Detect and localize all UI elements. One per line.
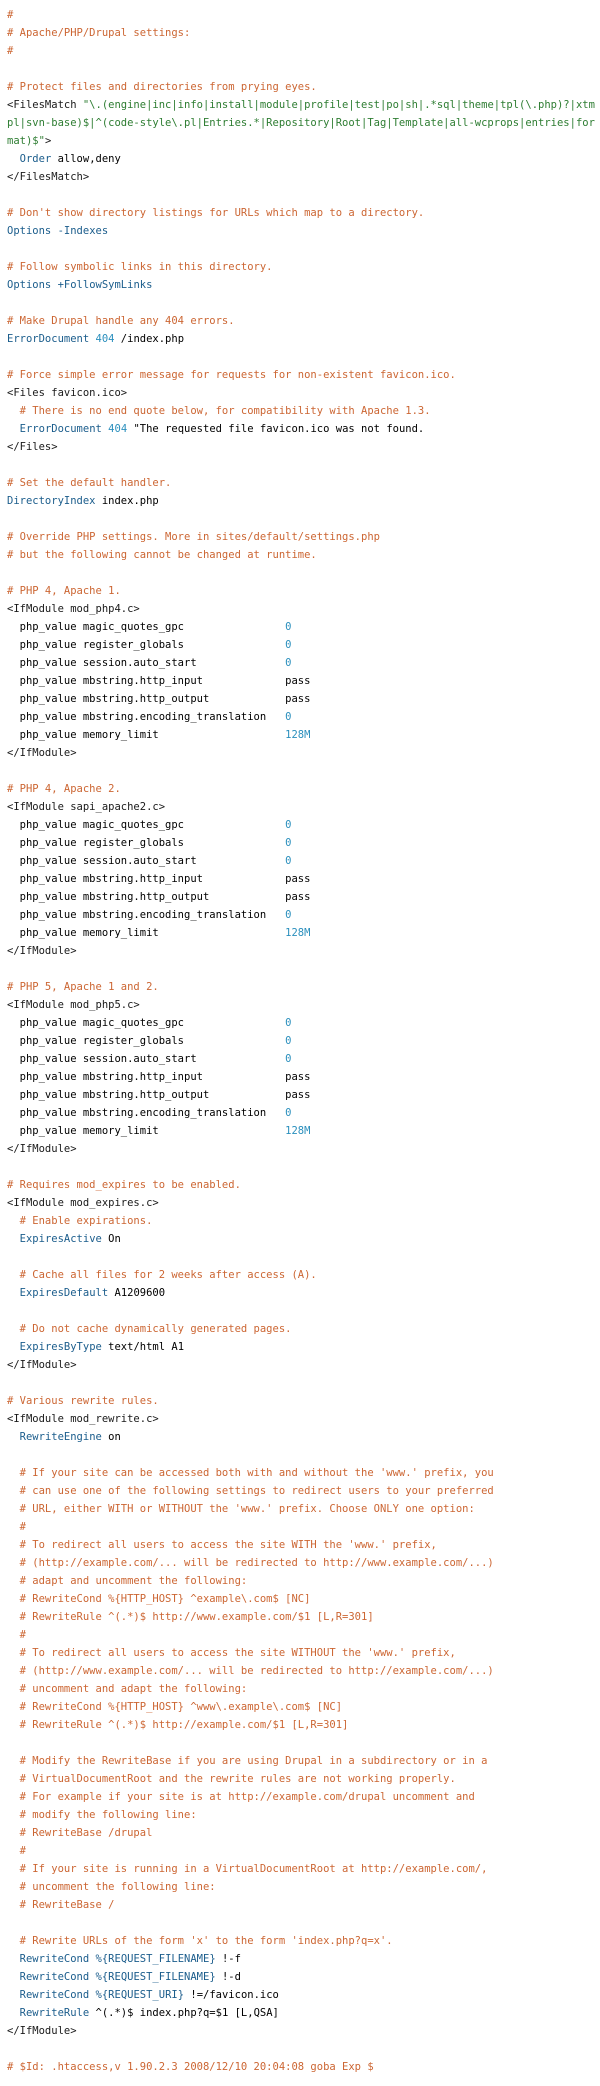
code-token-number: 0 <box>285 639 292 651</box>
code-token-keyword: -Indexes <box>51 225 109 237</box>
code-line <box>7 1788 595 1806</box>
code-line <box>7 1410 595 1428</box>
code-token-comment: # (http://example.com/... will be redirected to http://www.example.com/...) <box>7 1557 494 1569</box>
code-token-comment: # <box>7 1845 26 1857</box>
code-token-number: 128M <box>285 927 311 939</box>
code-line <box>7 276 595 294</box>
code-line <box>7 1968 595 1986</box>
code-token-comment: # URL, either WITH or WITHOUT the 'www.' prefix. Choose ONLY one option: <box>7 1503 475 1515</box>
code-line <box>7 636 595 654</box>
code-blank-line <box>7 564 595 582</box>
code-line <box>7 816 595 834</box>
code-line <box>7 1068 595 1086</box>
code-token-comment: # <box>7 1521 26 1533</box>
code-token-tag: </IfModule> <box>7 1359 77 1371</box>
code-line <box>7 1500 595 1518</box>
code-line <box>7 1698 595 1716</box>
code-token-comment: # Make Drupal handle any 404 errors. <box>7 315 235 327</box>
code-line <box>7 996 595 1014</box>
code-blank-line <box>7 510 595 528</box>
code-token-directive: ExpiresByType <box>19 1341 102 1353</box>
code-line <box>7 1986 595 2004</box>
code-token-plain: php_value mbstring.http_output pass <box>7 1089 311 1101</box>
code-token-comment: # Rewrite URLs of the form 'x' to the form 'index.php?q=x'. <box>7 1935 393 1947</box>
code-token-keyword: +FollowSymLinks <box>51 279 153 291</box>
code-token-plain: on <box>101 1431 121 1443</box>
code-token-plain: php_value session.auto_start <box>7 657 286 669</box>
code-token-comment: # <box>7 45 14 57</box>
code-token-number: 0 <box>285 837 292 849</box>
code-token-directive: ExpiresDefault <box>19 1287 109 1299</box>
code-token-plain: php_value register_globals <box>7 1035 286 1047</box>
code-token-plain: php_value register_globals <box>7 639 286 651</box>
code-token-number: 128M <box>285 1125 311 1137</box>
code-token-number: 128M <box>285 729 311 741</box>
code-token-plain: index.php <box>95 495 159 507</box>
code-token-comment: # RewriteBase /drupal <box>7 1827 153 1839</box>
code-line <box>7 1662 595 1680</box>
code-token-plain: php_value magic_quotes_gpc <box>7 621 286 633</box>
code-token-plain <box>7 153 20 165</box>
code-token-comment: # modify the following line: <box>7 1809 197 1821</box>
code-line <box>7 1626 595 1644</box>
code-token-comment: # Requires mod_expires to be enabled. <box>7 1179 241 1191</box>
code-token-plain: php_value memory_limit <box>7 927 286 939</box>
code-token-comment: # Force simple error message for requests for non-existent favicon.ico. <box>7 369 456 381</box>
code-line <box>7 726 595 744</box>
code-token-tag: <IfModule sapi_apache2.c> <box>7 801 166 813</box>
code-token-comment: # adapt and uncomment the following: <box>7 1575 248 1587</box>
code-line <box>7 1824 595 1842</box>
code-token-comment: # To redirect all users to access the site WITH the 'www.' prefix, <box>7 1539 437 1551</box>
code-line <box>7 1608 595 1626</box>
code-token-directive: Options <box>7 225 52 237</box>
code-line <box>7 6 595 24</box>
code-line <box>7 888 595 906</box>
code-token-plain: php_value mbstring.encoding_translation <box>7 1107 286 1119</box>
code-token-plain: php_value mbstring.http_input pass <box>7 675 311 687</box>
code-token-comment: # Apache/PHP/Drupal settings: <box>7 27 191 39</box>
code-line <box>7 150 595 168</box>
code-token-plain: /index.php <box>114 333 185 345</box>
code-token-directive: %{REQUEST_FILENAME} <box>95 1971 216 1983</box>
code-token-plain: php_value mbstring.encoding_translation <box>7 909 286 921</box>
code-token-comment: # <box>7 9 14 21</box>
code-line <box>7 834 595 852</box>
code-token-comment: # Follow symbolic links in this directory. <box>7 261 273 273</box>
code-blank-line <box>7 1446 595 1464</box>
code-token-directive: ErrorDocument <box>19 423 102 435</box>
code-token-tag: <FilesMatch <box>7 99 83 111</box>
code-line <box>7 168 595 186</box>
code-token-comment: # Various rewrite rules. <box>7 1395 159 1407</box>
code-token-plain <box>7 1971 20 1983</box>
code-token-number: 0 <box>285 1053 292 1065</box>
code-line <box>7 1104 595 1122</box>
code-line <box>7 1284 595 1302</box>
code-line <box>7 1878 595 1896</box>
code-token-comment: # Don't show directory listings for URLs which map to a directory. <box>7 207 425 219</box>
code-token-comment: # Override PHP settings. More in sites/default/settings.php <box>7 531 380 543</box>
code-line <box>7 1932 595 1950</box>
code-token-plain: php_value mbstring.encoding_translation <box>7 711 286 723</box>
code-token-comment: # RewriteCond %{HTTP_HOST} ^www\.example\.com$ [NC] <box>7 1701 343 1713</box>
code-line <box>7 1716 595 1734</box>
code-line <box>7 438 595 456</box>
code-blank-line <box>7 2040 595 2058</box>
code-blank-line <box>7 1374 595 1392</box>
code-token-directive: RewriteCond <box>19 1971 90 1983</box>
code-blank-line <box>7 1302 595 1320</box>
code-token-plain <box>7 1953 20 1965</box>
code-line <box>7 1392 595 1410</box>
code-token-comment: # Set the default handler. <box>7 477 172 489</box>
code-line <box>7 1464 595 1482</box>
code-blank-line <box>7 1734 595 1752</box>
code-token-plain: !-d <box>215 1971 241 1983</box>
code-line <box>7 492 595 510</box>
code-blank-line <box>7 1248 595 1266</box>
code-line <box>7 24 595 42</box>
code-token-directive: DirectoryIndex <box>7 495 96 507</box>
code-token-plain <box>7 423 20 435</box>
code-line <box>7 2058 595 2076</box>
code-line <box>7 1770 595 1788</box>
code-token-plain: php_value magic_quotes_gpc <box>7 1017 286 1029</box>
code-line <box>7 1680 595 1698</box>
code-token-number: 0 <box>285 1107 292 1119</box>
code-token-comment: # (http://www.example.com/... will be redirected to http://example.com/...) <box>7 1665 494 1677</box>
code-line <box>7 1896 595 1914</box>
code-token-comment: # Enable expirations. <box>7 1215 153 1227</box>
code-token-directive: %{REQUEST_URI} <box>95 1989 185 2001</box>
code-blank-line <box>7 456 595 474</box>
code-token-comment: # uncomment and adapt the following: <box>7 1683 248 1695</box>
code-blank-line <box>7 1158 595 1176</box>
code-token-tag: <IfModule mod_expires.c> <box>7 1197 159 1209</box>
code-token-tag: > <box>44 135 52 147</box>
code-token-tag: <IfModule mod_rewrite.c> <box>7 1413 159 1425</box>
code-token-number: 0 <box>285 621 292 633</box>
code-token-tag: <Files favicon.ico> <box>7 387 128 399</box>
code-line <box>7 906 595 924</box>
code-line <box>7 1482 595 1500</box>
code-line <box>7 1860 595 1878</box>
code-token-number: 0 <box>285 657 292 669</box>
code-token-plain: php_value memory_limit <box>7 729 286 741</box>
code-token-directive: RewriteEngine <box>19 1431 102 1443</box>
code-line <box>7 222 595 240</box>
code-line <box>7 690 595 708</box>
code-line <box>7 942 595 960</box>
code-token-tag: <IfModule mod_php5.c> <box>7 999 140 1011</box>
code-token-comment: # uncomment the following line: <box>7 1881 216 1893</box>
code-line <box>7 1212 595 1230</box>
code-line <box>7 96 595 150</box>
code-line <box>7 384 595 402</box>
code-line <box>7 546 595 564</box>
code-token-plain <box>7 2007 20 2019</box>
code-line <box>7 204 595 222</box>
code-token-plain: allow,deny <box>51 153 121 165</box>
code-token-comment: # There is no end quote below, for compatibility with Apache 1.3. <box>7 405 431 417</box>
code-line <box>7 258 595 276</box>
code-token-comment: # If your site can be accessed both with and without the 'www.' prefix, you <box>7 1467 494 1479</box>
code-line <box>7 1338 595 1356</box>
code-token-tag: </Files> <box>7 441 58 453</box>
code-blank-line <box>7 186 595 204</box>
code-line <box>7 1356 595 1374</box>
code-line <box>7 528 595 546</box>
code-line <box>7 1140 595 1158</box>
code-token-plain <box>7 1233 20 1245</box>
code-token-plain <box>7 1287 20 1299</box>
code-token-comment: # Do not cache dynamically generated pages. <box>7 1323 292 1335</box>
code-blank-line <box>7 1914 595 1932</box>
code-line <box>7 1014 595 1032</box>
code-line <box>7 1320 595 1338</box>
htaccess-code-listing <box>7 6 595 2076</box>
code-line <box>7 1050 595 1068</box>
code-token-comment: # To redirect all users to access the site WITHOUT the 'www.' prefix, <box>7 1647 456 1659</box>
code-line <box>7 852 595 870</box>
code-line <box>7 1590 595 1608</box>
code-line <box>7 1536 595 1554</box>
code-token-regex: "\.(engine|inc|info|install|module|profile|test|po|sh|.*sql|theme|tpl(\.php)?|xtmpl|svn-base)$|^(code-style\.pl|Entries.*|Repository|Root|Tag|Template|all-wcprops|entries|format)$" <box>7 99 595 147</box>
code-line <box>7 582 595 600</box>
code-token-comment: # Protect files and directories from prying eyes. <box>7 81 317 93</box>
code-token-plain: php_value session.auto_start <box>7 855 286 867</box>
code-line <box>7 1086 595 1104</box>
code-line <box>7 2004 595 2022</box>
code-token-directive: Order <box>19 153 52 165</box>
code-line <box>7 42 595 60</box>
code-line <box>7 1266 595 1284</box>
code-token-plain <box>7 1989 20 2001</box>
code-token-plain: php_value mbstring.http_input pass <box>7 1071 311 1083</box>
code-token-plain: php_value memory_limit <box>7 1125 286 1137</box>
code-token-directive: %{REQUEST_FILENAME} <box>95 1953 216 1965</box>
code-token-plain <box>7 1341 20 1353</box>
code-token-plain: "The requested file favicon.ico was not found. <box>127 423 425 435</box>
code-line <box>7 744 595 762</box>
code-token-comment: # RewriteCond %{HTTP_HOST} ^example\.com$ [NC] <box>7 1593 311 1605</box>
code-token-directive: ExpiresActive <box>19 1233 102 1245</box>
code-line <box>7 672 595 690</box>
code-token-number: 0 <box>285 909 292 921</box>
code-line <box>7 402 595 420</box>
code-token-comment: # VirtualDocumentRoot and the rewrite rules are not working properly. <box>7 1773 456 1785</box>
code-token-comment: # If your site is running in a VirtualDocumentRoot at http://example.com/, <box>7 1863 488 1875</box>
code-token-comment: # RewriteRule ^(.*)$ http://example.com/$1 [L,R=301] <box>7 1719 349 1731</box>
code-blank-line <box>7 348 595 366</box>
code-token-number: 0 <box>285 855 292 867</box>
code-token-number: 404 <box>108 423 128 435</box>
code-line <box>7 654 595 672</box>
code-token-tag: </FilesMatch> <box>7 171 90 183</box>
code-token-plain: text/html A1 <box>101 1341 185 1353</box>
code-token-number: 0 <box>285 1017 292 1029</box>
code-token-number: 0 <box>285 819 292 831</box>
code-token-comment: # RewriteBase / <box>7 1899 115 1911</box>
code-token-plain: php_value magic_quotes_gpc <box>7 819 286 831</box>
code-token-tag: </IfModule> <box>7 2025 77 2037</box>
code-token-plain: php_value register_globals <box>7 837 286 849</box>
code-token-tag: </IfModule> <box>7 945 77 957</box>
code-line <box>7 1122 595 1140</box>
code-line <box>7 420 595 438</box>
code-token-directive: RewriteCond <box>19 1989 90 2001</box>
code-token-comment: # PHP 5, Apache 1 and 2. <box>7 981 159 993</box>
code-line <box>7 1554 595 1572</box>
code-line <box>7 1644 595 1662</box>
code-token-directive: RewriteCond <box>19 1953 90 1965</box>
code-token-plain: php_value mbstring.http_output pass <box>7 693 311 705</box>
code-token-comment: # but the following cannot be changed at runtime. <box>7 549 317 561</box>
code-token-directive: RewriteRule <box>19 2007 90 2019</box>
code-line <box>7 798 595 816</box>
code-token-plain: php_value mbstring.http_output pass <box>7 891 311 903</box>
code-line <box>7 1194 595 1212</box>
code-line <box>7 1842 595 1860</box>
code-token-plain <box>7 1431 20 1443</box>
code-line <box>7 330 595 348</box>
code-blank-line <box>7 240 595 258</box>
code-line <box>7 924 595 942</box>
code-token-directive: Options <box>7 279 52 291</box>
code-line <box>7 978 595 996</box>
code-token-tag: <IfModule mod_php4.c> <box>7 603 140 615</box>
code-token-comment: # PHP 4, Apache 2. <box>7 783 121 795</box>
code-line <box>7 1230 595 1248</box>
code-token-comment: # For example if your site is at http://example.com/drupal uncomment and <box>7 1791 475 1803</box>
code-token-plain: On <box>101 1233 121 1245</box>
code-line <box>7 618 595 636</box>
code-token-comment: # $Id: .htaccess,v 1.90.2.3 2008/12/10 20:04:08 goba Exp $ <box>7 2061 374 2073</box>
code-token-comment: # Modify the RewriteBase if you are using Drupal in a subdirectory or in a <box>7 1755 488 1767</box>
code-line <box>7 1518 595 1536</box>
code-blank-line <box>7 762 595 780</box>
code-line <box>7 474 595 492</box>
code-line <box>7 870 595 888</box>
code-line <box>7 600 595 618</box>
code-token-number: 0 <box>285 1035 292 1047</box>
code-token-plain: !-f <box>215 1953 241 1965</box>
code-token-number: 404 <box>95 333 115 345</box>
code-blank-line <box>7 60 595 78</box>
code-line <box>7 1176 595 1194</box>
code-token-comment: # PHP 4, Apache 1. <box>7 585 121 597</box>
code-blank-line <box>7 294 595 312</box>
code-token-plain: php_value mbstring.http_input pass <box>7 873 311 885</box>
code-token-tag: </IfModule> <box>7 1143 77 1155</box>
code-line <box>7 1428 595 1446</box>
code-token-plain: A1209600 <box>108 1287 166 1299</box>
code-token-comment: # RewriteRule ^(.*)$ http://www.example.com/$1 [L,R=301] <box>7 1611 374 1623</box>
code-line <box>7 1806 595 1824</box>
code-line <box>7 366 595 384</box>
code-token-comment: # can use one of the following settings to redirect users to your preferred <box>7 1485 494 1497</box>
code-token-number: 0 <box>285 711 292 723</box>
code-token-comment: # Cache all files for 2 weeks after access (A). <box>7 1269 317 1281</box>
code-line <box>7 780 595 798</box>
code-token-plain: ^(.*)$ index.php?q=$1 [L,QSA] <box>89 2007 279 2019</box>
code-line <box>7 1032 595 1050</box>
code-line <box>7 1950 595 1968</box>
code-blank-line <box>7 960 595 978</box>
code-token-directive: ErrorDocument <box>7 333 90 345</box>
code-line <box>7 312 595 330</box>
code-token-plain: php_value session.auto_start <box>7 1053 286 1065</box>
code-line <box>7 2022 595 2040</box>
code-line <box>7 1572 595 1590</box>
code-token-comment: # <box>7 1629 26 1641</box>
code-line <box>7 708 595 726</box>
code-line <box>7 1752 595 1770</box>
code-line <box>7 78 595 96</box>
code-token-plain: !=/favicon.ico <box>184 1989 279 2001</box>
code-token-tag: </IfModule> <box>7 747 77 759</box>
